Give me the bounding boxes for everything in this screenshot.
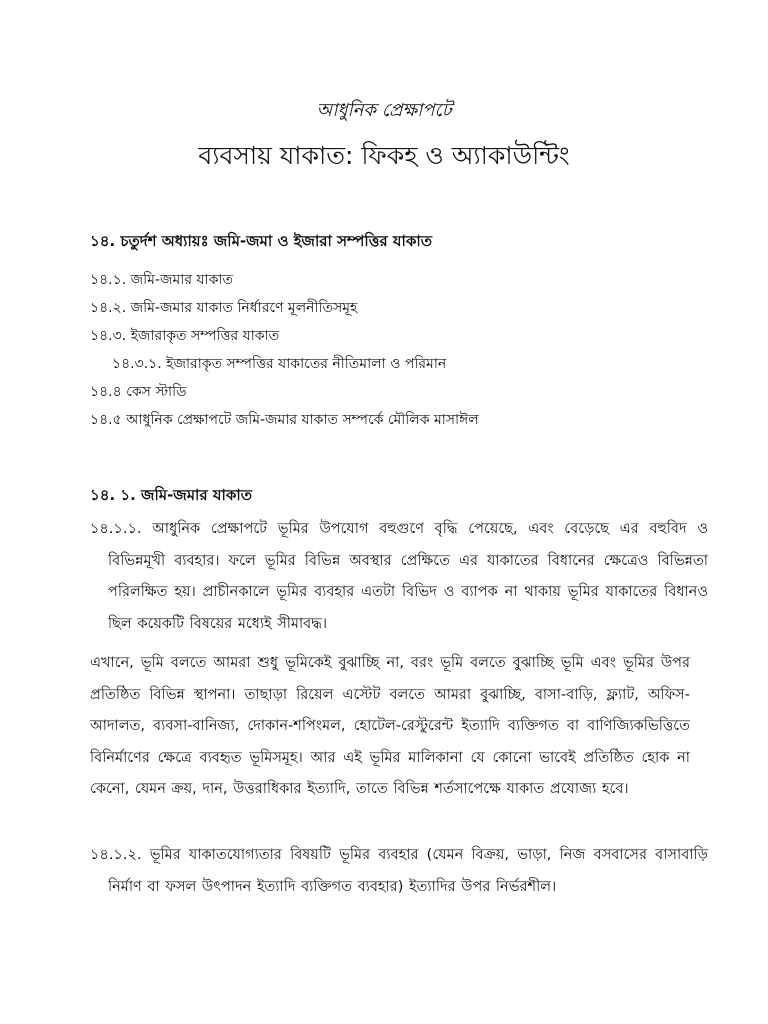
book-subtitle: আধুনিক প্রেক্ষাপটে [316,100,452,121]
body-paragraph: এখানে, ভূমি বলতে আমরা শুধু ভূমিকেই বুঝাচ্ছি না, বরং ভূমি বলতে বুঝাচ্ছি ভূমি এবং ভূমির উপর প্রতিষ্ঠিত বিভিন্ন স্থাপনা। তাছাড়া রিয়েল এস্টেট বলতে আমরা বুঝাচ্ছি, বাসা-বাড়ি, ফ্ল্যাট, অফিস-আদালত, ব্যবসা-বানিজ্য, দোকান-শপিংমল, হোটেল-রেস্টুরেন্ট ইত্যাদি ব্যক্তিগত বা বাণিজ্যিকভিত্তিতে বিনির্মাণের ক্ষেত্রে ব্যবহৃত ভূমিসমূহ। আর এই ভূমির মালিকানা যে কোনো ভাবেই প্রতিষ্ঠিত হোক না কেনো, যেমন ক্রয়, দান, উত্তরাধিকার ইত্যাদি, তাতে বিভিন্ন শর্তসাপেক্ষে যাকাত প্রযোজ্য হবে। [90,655,690,797]
table-of-contents [90,266,690,434]
toc-subitem: ১৪.৩.১. ইজারাকৃত সম্পত্তির যাকাতের নীতিমালা ও পরিমান [112,356,447,372]
toc-item: ১৪.২. জমি-জমার যাকাত নির্ধারণে মূলনীতিসমূহ [90,300,358,316]
section-heading: ১৪. ১. জমি-জমার যাকাত [90,486,252,504]
toc-item: ১৪.৪ কেস স্টাডি [90,384,187,400]
book-title: ব্যবসায় যাকাত: ফিকহ ও অ্যাকাউন্টিং [198,141,570,170]
chapter-heading: ১৪. চতুর্দশ অধ্যায়ঃ জমি-জমা ও ইজারা সম্পত্তির যাকাত [90,232,432,250]
toc-item: ১৪.৩. ইজারাকৃত সম্পত্তির যাকাত [90,328,280,344]
toc-item: ১৪.১. জমি-জমার যাকাত [90,272,233,288]
toc-item: ১৪.৫ আধুনিক প্রেক্ষাপটে জমি-জমার যাকাত সম্পর্কে মৌলিক মাসাঈল [90,412,479,428]
body-paragraph: ১৪.১.২. ভূমির যাকাতযোগ্যতার বিষয়টি ভূমির ব্যবহার (যেমন বিক্রয়, ভাড়া, নিজ বসবাসের বাসাবাড়ি নির্মাণ বা ফসল উৎপাদন ইত্যাদি ব্যক্তিগত ব্যবহার) ইত্যাদির উপর নির্ভরশীল। [90,847,708,895]
body-paragraph: ১৪.১.১. আধুনিক প্রেক্ষাপটে ভূমির উপযোগ বহুগুণে বৃদ্ধি পেয়েছে, এবং বেড়েছে এর বহুবিদ ও বিভিন্নমূখী ব্যবহার। ফলে ভূমির বিভিন্ন অবস্থার প্রেক্ষিতে এর যাকাতের বিধানের ক্ষেত্রেও বিভিন্নতা পরিলক্ষিত হয়। প্রাচীনকালে ভূমির ব্যবহার এতটা বিভিদ ও ব্যাপক না থাকায় ভূমির যাকাতের বিধানও ছিল কয়েকটি বিষয়ের মধ্যেই সীমাবদ্ধ। [90,521,708,632]
